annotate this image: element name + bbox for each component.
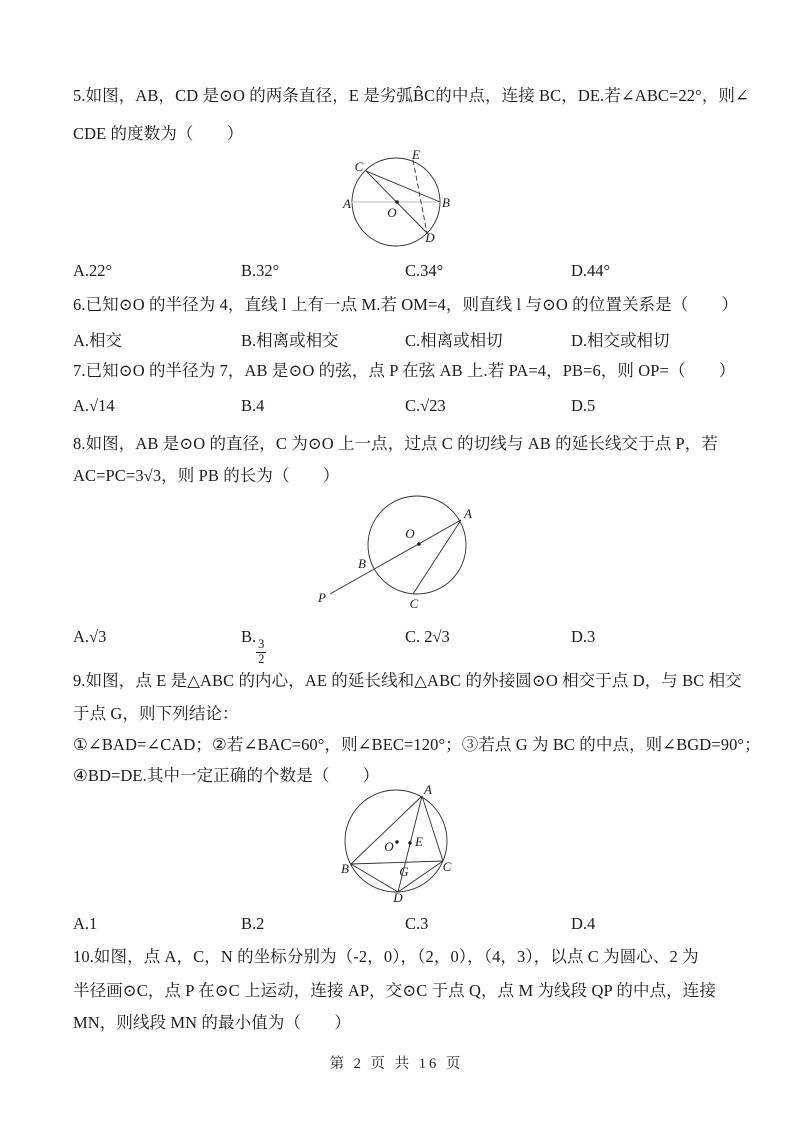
question-8-line-2: AC=PC=3√3，则 PB 的长为（ ） [73,466,340,485]
fraction-numerator: 3 [258,637,265,651]
option-b [241,627,266,667]
option-b: B.相离或相交 [241,331,339,350]
point-label-b: B [341,861,349,876]
question-8-figure [310,490,490,620]
incenter-label-e: E [415,834,423,849]
question-5-line-1: 5.如图，AB，CD 是⊙O 的两条直径，E 是劣弧B̂C的中点，连接 BC，DE.若∠ABC=22°，则∠ [73,86,749,105]
center-point-o [417,542,421,546]
question-6-options [73,327,733,353]
point-label-b: B [358,556,366,571]
page-number-footer: 第 2 页 共 16 页 [329,1056,464,1072]
question-10-line-1: 10.如图，点 A，C，N 的坐标分别为（-2，0），（2，0），（4，3），以点 C 为圆心、2 为 [73,947,699,966]
question-9-line-3: ①∠BAD=∠CAD；②若∠BAC=60°，则∠BEC=120°；③若点 G 为 BC 的中点，则∠BGD=90°； [73,735,761,754]
point-label-c: C [442,859,452,874]
center-label-o: O [387,205,397,220]
question-9-figure [333,783,461,907]
question-10-line-2: 半径画⊙C，点 P 在⊙C 上运动，连接 AP，交⊙C 于点 Q，点 M 为线段 QP 的中点，连接 [73,981,716,1000]
fraction-three-halves [256,638,266,667]
option-a: A.1 [73,914,98,933]
question-9-line-2: 于点 G，则下列结论： [73,704,239,723]
option-c: C.3 [405,914,429,933]
question-8-options [73,627,733,666]
point-label-c: C [409,596,419,611]
point-label-d: D [393,890,403,905]
secant-line-pba [330,520,461,594]
option-d: D.44° [571,261,611,280]
question-9-line-1: 9.如图，点 E 是△ABC 的内心，AE 的延长线和△ABC 的外接圆⊙O 相交于点 D，与 BC 相交 [73,671,742,690]
point-label-e: E [412,147,420,162]
question-7-line-1: 7.已知⊙O 的半径为 7，AB 是⊙O 的弦，点 P 在弦 AB 上.若 PA=4，PB=6，则 OP=（ ） [73,361,736,380]
option-b: B.4 [241,396,265,415]
chord-bd [351,864,398,892]
point-label-g: G [399,864,409,879]
option-d: D.相交或相切 [571,331,670,350]
point-label-p: P [318,590,326,605]
question-5-options [73,261,733,287]
point-label-c: C [354,159,364,174]
option-a: A.√14 [73,396,115,415]
option-b: B.32° [241,261,280,280]
option-c: C.相离或相切 [405,331,503,350]
point-label-d: D [425,230,435,245]
question-9-options [73,914,733,940]
question-10-line-3: MN，则线段 MN 的最小值为（ ） [73,1013,351,1032]
question-7-options [73,396,733,422]
question-5-figure [335,147,463,257]
option-c: C.34° [405,261,444,280]
option-d: D.5 [571,396,596,415]
option-a: A.相交 [73,331,123,350]
point-label-b: B [442,195,450,210]
point-label-a: A [343,196,351,211]
center-label-o: O [405,526,415,541]
point-label-a: A [424,783,432,797]
question-5-line-2: CDE 的度数为（ ） [73,124,244,143]
chord-cb [366,171,440,202]
incenter-point-e [408,841,411,844]
question-6-line-1: 6.已知⊙O 的半径为 4，直线 l 上有一点 M.若 OM=4，则直线 l 与⊙O 的位置关系是（ ） [73,295,739,314]
center-point-o [395,840,398,843]
fraction-denominator: 2 [258,651,265,666]
option-d: D.4 [571,914,596,933]
point-label-a: A [464,506,472,521]
option-b-label: B. [241,627,257,646]
question-9-line-4: ④BD=DE.其中一定正确的个数是（ ） [73,766,380,785]
option-c: C. 2√3 [405,627,450,646]
side-bc [351,861,443,864]
option-a: A.√3 [73,627,107,646]
option-c: C.√23 [405,396,446,415]
chord-ac [413,520,461,594]
center-point-o [395,200,399,204]
chord-ed [413,160,427,233]
option-d: D.3 [571,627,596,646]
center-label-o: O [384,839,394,854]
option-b: B.2 [241,914,265,933]
question-8-line-1: 8.如图，AB 是⊙O 的直径，C 为⊙O 上一点，过点 C 的切线与 AB 的延长线交于点 P，若 [73,434,719,453]
option-a: A.22° [73,261,113,280]
